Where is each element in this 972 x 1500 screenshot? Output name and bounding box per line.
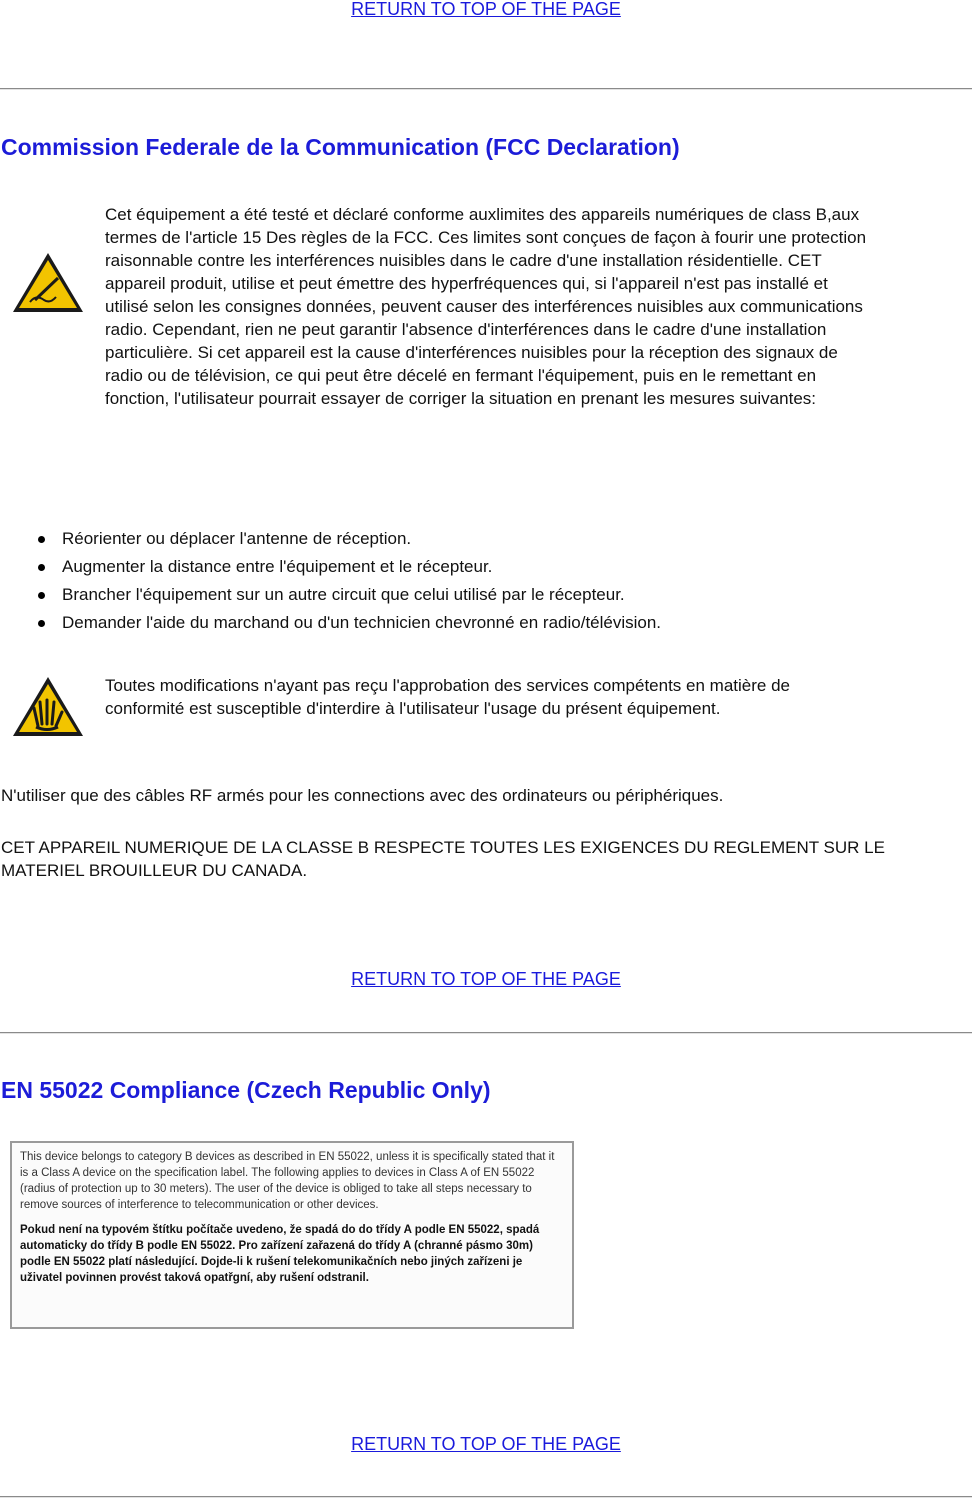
fcc-heading: Commission Federale de la Communication (FCC Declaration) [1, 134, 680, 160]
divider-2 [0, 1032, 972, 1034]
note-warning-icon [10, 250, 86, 316]
fcc-cables-text: N'utiliser que des câbles RF armés pour les connections avec des ordinateurs ou périphériques. [1, 786, 724, 805]
list-item: Réorienter ou déplacer l'antenne de réception. [0, 525, 661, 553]
divider-1 [0, 88, 972, 90]
bullet-icon [38, 564, 45, 571]
bullet-icon [38, 536, 45, 543]
list-item: Brancher l'équipement sur un autre circuit que celui utilisé par le récepteur. [0, 581, 661, 609]
bullet-icon [38, 620, 45, 627]
hand-warning-icon [10, 674, 86, 740]
measures-list [0, 525, 661, 637]
fcc-warning-text: Toutes modifications n'ayant pas reçu l'approbation des services compétents en matière de conformité est susceptible d'interdire à l'utilisateur l'usage du présent équipement. [105, 676, 790, 718]
bullet-icon [38, 592, 45, 599]
divider-3 [0, 1496, 972, 1498]
return-to-top-link-2[interactable]: RETURN TO TOP OF THE PAGE [351, 969, 621, 989]
fcc-intro-text: Cet équipement a été testé et déclaré conforme auxlimites des appareils numériques de class B,aux termes de l'article 15 Des règles de la FCC. Ces limites sont conçues de façon à fourir une protection raisonnable contre les interférences nuisibles dans le cadre d'une installation résidentielle. CET appareil produit, utilise et peut émettre des hyperfréquences qui, si l'appareil n'est pas installé et utilisé selon les consignes données, peuvent causer des interférences nuisibles aux communications radio. Cependant, rien ne peut garantir l'absence d'interférences dans le cadre d'une installation particulière. Si cet appareil est la cause d'interférences nuisibles pour la réception des signaux de radio ou de télévision, ce qui peut être décelé en fermant l'équipement, puis en le remettant en fonction, l'utilisateur pourrait essayer de corriger la situation en prenant les mesures suivantes: [105, 205, 867, 408]
en55022-czech-text: Pokud není na typovém štítku počítače uvedeno, že spadá do do třídy A podle EN 55022, spadá automaticky do třídy B podle EN 55022. Pro zařízení zařazená do třídy A (chranné pásmo 30m) podle EN 55022 platí následující. Dojde-li k rušení telekomunikačních nebo jiných zařízeni je uživatel povinnen provést taková opatřgní, aby rušení odstranil. [20, 1224, 540, 1284]
en55022-notice-image [10, 1141, 574, 1329]
en55022-heading: EN 55022 Compliance (Czech Republic Only) [1, 1077, 491, 1103]
return-to-top-link-1[interactable]: RETURN TO TOP OF THE PAGE [351, 0, 621, 19]
return-to-top-link-3[interactable]: RETURN TO TOP OF THE PAGE [351, 1434, 621, 1454]
list-item: Augmenter la distance entre l'équipement et le récepteur. [0, 553, 661, 581]
en55022-english-text: This device belongs to category B devices as described in EN 55022, unless it is specifically stated that it is a Class A device on the specification label. The following applies to devices in Class A of EN 55022 (radius of protection up to 30 meters). The user of the device is obliged to take all steps necessary to remove sources of interference to telecommunication or other devices. [20, 1151, 555, 1211]
fcc-canada-text: CET APPAREIL NUMERIQUE DE LA CLASSE B RESPECTE TOUTES LES EXIGENCES DU REGLEMENT SUR LE MATERIEL BROUILLEUR DU CANADA. [1, 838, 885, 880]
list-item: Demander l'aide du marchand ou d'un technicien chevronné en radio/télévision. [0, 609, 661, 637]
